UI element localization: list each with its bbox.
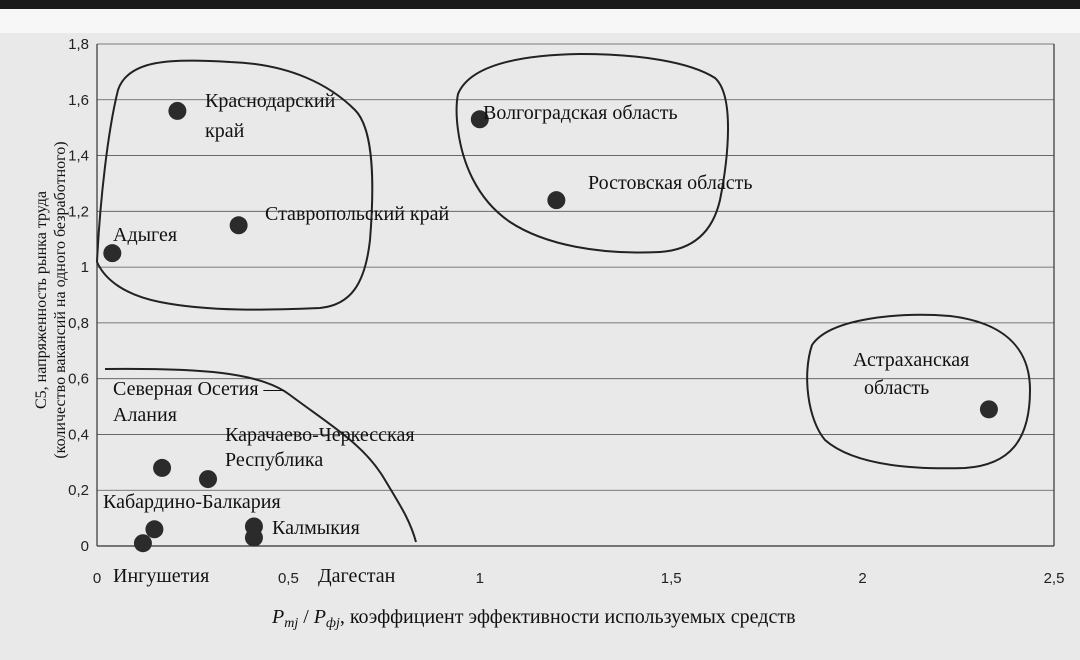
point-labels [103, 90, 974, 587]
data-point-0 [168, 102, 186, 120]
data-point-5 [980, 400, 998, 418]
x-tick-label-3: 1,5 [660, 570, 682, 587]
label-kabardino: Кабардино-Балкария [103, 491, 281, 513]
y-tick-label-2: 0,4 [68, 426, 89, 444]
x-axis-symbol-main-2: P [313, 606, 326, 628]
label-north-ossetia-line2: Алания [113, 404, 177, 426]
y-tick-label-3: 0,6 [68, 370, 89, 388]
x-tick-label-0: 0 [92, 570, 102, 587]
y-tick-label-6: 1,2 [68, 203, 89, 221]
label-krasnodar [205, 90, 340, 142]
y-tick-label-4: 0,8 [68, 314, 89, 332]
x-axis-title [271, 606, 796, 631]
label-ingushetia: Ингушетия [113, 565, 210, 587]
label-karachaevo-line1: Карачаево-Черкесская [225, 424, 415, 446]
label-stavropol: Ставропольский край [265, 203, 450, 225]
y-tick-label-0: 0 [80, 538, 89, 555]
label-karachaevo [225, 424, 420, 471]
data-points [103, 102, 998, 552]
label-krasnodar-line1: Краснодарский [205, 90, 336, 112]
label-adygea: Адыгея [113, 224, 178, 246]
x-tick-label-5: 2,5 [1043, 570, 1065, 587]
x-tick-label-2: 1 [475, 570, 484, 587]
y-tick-label-8: 1,6 [68, 91, 89, 109]
y-axis-title [33, 141, 69, 458]
data-point-6 [153, 459, 171, 477]
label-krasnodar-line2: край [205, 120, 245, 142]
y-tick-label-1: 0,2 [68, 482, 89, 500]
y-axis-title-line1: C5, напряженность рынка труда [33, 190, 50, 410]
x-tick-labels [93, 570, 1065, 587]
x-axis-symbol-sub-2: фj [326, 616, 340, 631]
label-north-ossetia [113, 378, 289, 426]
cluster-outline-volgograd-group [457, 54, 729, 253]
label-kalmykia: Калмыкия [272, 517, 360, 539]
data-point-7 [199, 470, 217, 488]
label-north-ossetia-line1: Северная Осетия — [113, 378, 284, 400]
y-axis-title-line2: (количество вакансий на одного безработного) [52, 141, 69, 459]
x-tick-label-4: 2 [858, 570, 867, 587]
x-axis-symbol-main-1: P [272, 606, 285, 628]
data-point-8 [145, 520, 163, 538]
x-axis-description: , коэффициент эффективности используемых средств [339, 606, 796, 628]
data-point-11 [245, 529, 263, 547]
data-point-4 [547, 191, 565, 209]
data-point-2 [230, 216, 248, 234]
data-point-9 [134, 534, 152, 552]
label-volgograd: Волгоградская область [483, 102, 678, 124]
data-point-1 [103, 244, 121, 262]
y-tick-label-5: 1 [80, 259, 89, 277]
x-axis-slash: / [298, 606, 314, 628]
y-tick-labels [68, 36, 89, 555]
label-dagestan: Дагестан [318, 565, 396, 587]
x-tick-label-1: 0,5 [277, 570, 299, 587]
label-astrakhan-line1: Астраханская [853, 349, 970, 371]
label-astrakhan-line2: область [864, 377, 930, 399]
y-tick-label-9: 1,8 [68, 36, 89, 53]
label-rostov: Ростовская область [588, 172, 753, 194]
label-astrakhan [853, 349, 974, 399]
x-axis-symbol-sub-1: mj [284, 616, 299, 631]
label-karachaevo-line2: Республика [225, 449, 324, 471]
y-tick-label-7: 1,4 [68, 147, 89, 165]
